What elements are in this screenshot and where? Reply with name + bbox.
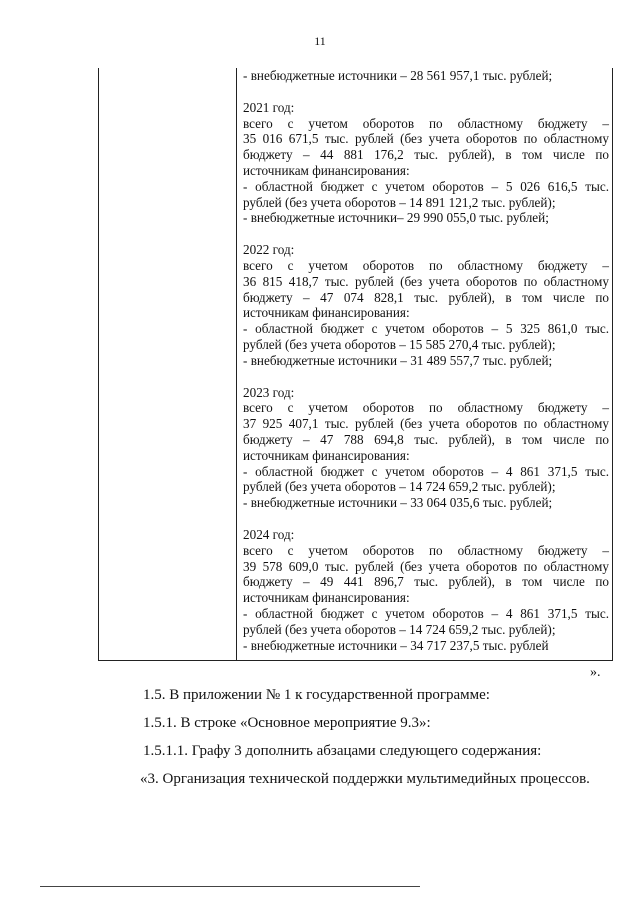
funding-line: источникам финансирования: <box>243 162 410 178</box>
paragraph-1-5-1-1: 1.5.1.1. Графу 3 дополнить абзацами следующего содержания: <box>143 743 542 759</box>
funding-line: рублей (без учета оборотов – 15 585 270,4 тыс. рублей); <box>243 336 556 352</box>
funding-line: - внебюджетные источники – 34 717 237,5 тыс. рублей <box>243 637 549 653</box>
funding-line: 36 815 418,7 тыс. рублей (без учета оборотов по областному <box>243 273 609 289</box>
funding-line: бюджету – 44 881 176,2 тыс. рублей), в том числе по <box>243 147 609 163</box>
year-block <box>243 100 609 226</box>
year-block <box>243 385 609 511</box>
funding-line: всего с учетом оборотов по областному бюджету – <box>243 400 609 416</box>
funding-line: рублей (без учета оборотов – 14 724 659,2 тыс. рублей); <box>243 621 556 637</box>
funding-line: - внебюджетные источники– 29 990 055,0 тыс. рублей; <box>243 210 549 226</box>
funding-line: бюджету – 47 074 828,1 тыс. рублей), в том числе по <box>243 289 609 305</box>
funding-line: источникам финансирования: <box>243 447 410 463</box>
funding-line: бюджету – 49 441 896,7 тыс. рублей), в том числе по <box>243 574 609 590</box>
year-gap <box>243 369 609 385</box>
year-block <box>243 242 609 368</box>
funding-line: всего с учетом оборотов по областному бюджету – <box>243 115 609 131</box>
budget-table <box>98 68 613 661</box>
funding-line: 39 578 609,0 тыс. рублей (без учета оборотов по областному <box>243 558 609 574</box>
year-heading: 2021 год: <box>243 99 295 115</box>
table-left-cell <box>99 68 237 660</box>
funding-line: бюджету – 47 788 694,8 тыс. рублей), в том числе по <box>243 431 609 447</box>
page-number: 11 <box>314 34 326 48</box>
paragraph-1-5: 1.5. В приложении № 1 к государственной программе: <box>143 687 490 703</box>
funding-line: - областной бюджет с учетом оборотов – 5 026 616,5 тыс. <box>243 178 609 194</box>
table-right-cell <box>237 68 609 653</box>
funding-line: - областной бюджет с учетом оборотов – 4 861 371,5 тыс. <box>243 605 609 621</box>
year-heading: 2023 год: <box>243 384 295 400</box>
funding-line: - областной бюджет с учетом оборотов – 5 325 861,0 тыс. <box>243 321 609 337</box>
funding-line: всего с учетом оборотов по областному бюджету – <box>243 542 609 558</box>
funding-line: - внебюджетные источники – 31 489 557,7 тыс. рублей; <box>243 352 553 368</box>
funding-line: источникам финансирования: <box>243 305 410 321</box>
funding-line: всего с учетом оборотов по областному бюджету – <box>243 257 609 273</box>
funding-line: источникам финансирования: <box>243 590 410 606</box>
funding-line: 37 925 407,1 тыс. рублей (без учета оборотов по областному <box>243 416 609 432</box>
year-block <box>243 527 609 653</box>
funding-line: 35 016 671,5 тыс. рублей (без учета оборотов по областному <box>243 131 609 147</box>
year-heading: 2024 год: <box>243 526 295 542</box>
footer-rule <box>40 886 420 887</box>
top-line: - внебюджетные источники – 28 561 957,1 тыс. рублей; <box>243 68 553 83</box>
funding-line: рублей (без учета оборотов – 14 724 659,2 тыс. рублей); <box>243 479 556 495</box>
closing-quote: ». <box>590 665 601 680</box>
paragraph-quote-3: «3. Организация технической поддержки мультимедийных процессов. <box>140 771 590 787</box>
paragraph-1-5-1: 1.5.1. В строке «Основное мероприятие 9.3»: <box>143 715 431 731</box>
funding-line: - внебюджетные источники – 33 064 035,6 тыс. рублей; <box>243 495 553 511</box>
year-heading: 2022 год: <box>243 242 295 258</box>
funding-line: рублей (без учета оборотов – 14 891 121,2 тыс. рублей); <box>243 194 556 210</box>
year-gap <box>243 84 609 100</box>
year-gap <box>243 226 609 242</box>
funding-line: - областной бюджет с учетом оборотов – 4 861 371,5 тыс. <box>243 463 609 479</box>
year-gap <box>243 511 609 527</box>
